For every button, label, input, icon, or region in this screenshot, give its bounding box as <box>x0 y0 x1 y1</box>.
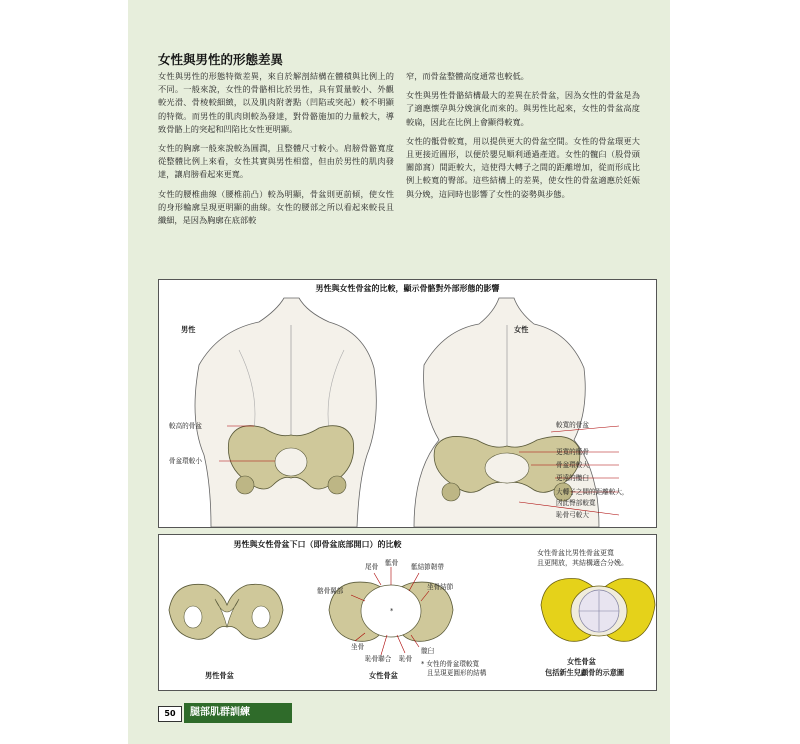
male-label: 男性 <box>181 325 196 334</box>
newborn-caption: 包括新生兒顱骨的示意圖 <box>545 668 625 677</box>
newborn-caption: 女性骨盆 <box>567 657 596 666</box>
paragraph: 窄，而骨盆整體高度通常也較低。 <box>406 71 529 81</box>
annotation: 骨盆環較小 <box>169 457 202 465</box>
annotation: 因此臀部較寬 <box>556 499 596 507</box>
paragraph: 女性與男性骨骼結構最大的差異在於骨盆，因為女性的骨盆是為了適應懷孕與分娩演化而來的。與男性比起來，女性的骨盆高度較扁，因此在比例上會顯得較寬。 <box>406 90 640 127</box>
footnote: 且呈現更圓形的結構 <box>427 669 487 677</box>
male-pelvis-caption: 男性骨盆 <box>205 671 234 680</box>
part-label: 恥骨聯合 <box>365 655 392 663</box>
part-label: 坐骨結節 <box>427 583 454 591</box>
female-label: 女性 <box>514 325 529 334</box>
annotation: 更寬的骶骨 <box>556 448 589 456</box>
annotation: 骨盆環較大 <box>556 461 589 469</box>
annotation: 更遠的髖臼 <box>556 474 589 482</box>
part-label: 恥骨 <box>399 655 413 663</box>
paragraph: 女性的腰椎曲線（腰椎前凸）較為明顯，骨盆則更前傾，使女性的身形輪廓呈現更明顯的曲線。女性的腰部之所以看起來較長且纖細，是因為胸廓在底部較 <box>158 188 394 226</box>
female-pelvis-caption: 女性骨盆 <box>369 671 398 680</box>
pelvic-outlet-figure <box>158 534 657 691</box>
part-label: 骶骨 <box>385 559 399 567</box>
book-page <box>128 0 670 744</box>
footnote: * 女性的骨盆環較寬 <box>421 660 480 668</box>
part-label: 骶結節韌帶 <box>411 563 444 571</box>
part-label: 坐骨 <box>351 643 365 651</box>
annotation: 較高的骨盆 <box>169 422 202 430</box>
annotation: 恥骨弓較大 <box>556 511 589 519</box>
paragraph: 女性的胸廓一般來說較為圓潤，且整體尺寸較小。肩膀骨骼寬度從整體比例上來看，女性其實與男性相當，但由於男性的肌肉發達，讓肩膀看起來更寬。 <box>158 143 394 180</box>
book-title: 腿部肌群訓練 <box>184 703 292 723</box>
annotation: 較寬的骨盆 <box>556 421 589 429</box>
part-label: 髂骨翼部 <box>317 587 344 595</box>
right-text-column <box>406 70 640 207</box>
center-mark: * <box>390 607 394 615</box>
part-label: 尾骨 <box>365 563 379 571</box>
page-number: 50 <box>158 706 182 722</box>
paragraph: 女性與男性的形態特徵差異，來自於解剖結構在體積與比例上的不同。一般來說，女性的骨骼相比於男性，具有質量較小、外觀較光滑、骨棱較細緻，以及肌肉附著點（凹陷或突起）較不明顯的特徵。而男性的肌肉則較為發達，對骨骼施加的力量較大，導致骨骼上的突起和凹陷比女性更明顯。 <box>158 71 394 134</box>
figure-title: 男性與女性骨盆的比較，顯示骨骼對外部形態的影響 <box>315 284 500 293</box>
figure-note: 女性骨盆比男性骨盆更寬 <box>537 549 614 557</box>
page-title: 女性與男性的形態差異 <box>158 52 284 67</box>
pelvis-comparison-figure <box>158 279 657 528</box>
part-label: 髋臼 <box>421 647 435 655</box>
figure-title: 男性與女性骨盆下口（即骨盆底部開口）的比較 <box>233 540 402 549</box>
left-text-column <box>158 70 394 233</box>
paragraph: 女性的骶骨較寬，用以提供更大的骨盆空間。女性的骨盆環更大且更接近圓形，以便於嬰兒順利通過產道。女性的髖臼（股骨頭關節窩）間距較大，這使得大轉子之間的距離增加，從而形成比例上較寬的臀部。這些結構上的差異，使女性的骨盆適應於妊娠與分娩，這同時也影響了女性的姿勢與步態。 <box>406 135 640 199</box>
figure-note: 且更開放，其結構適合分娩。 <box>537 559 628 567</box>
annotation: 大轉子之間的距離較大， <box>556 488 629 496</box>
